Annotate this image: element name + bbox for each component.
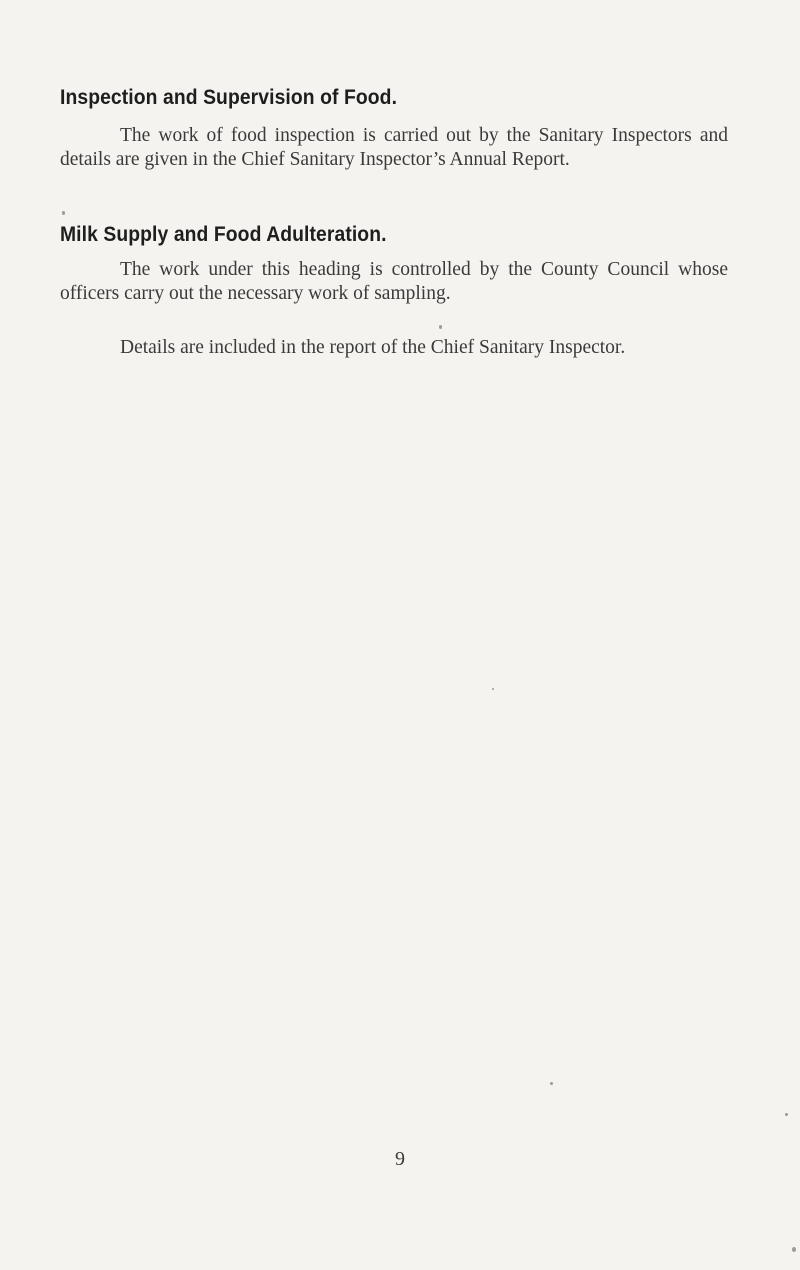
section-heading-milk-supply: Milk Supply and Food Adulteration. [60,223,387,246]
paper-speck [439,325,442,329]
paper-speck [492,688,494,690]
paper-speck [550,1082,553,1085]
page-number: 9 [395,1148,405,1170]
paper-speck [792,1247,796,1252]
paper-speck [62,211,65,215]
paragraph-milk-supply: The work under this heading is controlled by the County Council whose officers carry out the necessary work of sampling. [60,259,728,304]
section-heading-food-inspection: Inspection and Supervision of Food. [60,86,398,109]
paragraph-details-report: Details are included in the report of the Chief Sanitary Inspector. [120,337,626,358]
paragraph-food-inspection: The work of food inspection is carried out by the Sanitary Inspectors and details are given in the Chief Sanitary Inspector’s Annual Report. [60,125,728,170]
paper-speck [785,1113,788,1116]
